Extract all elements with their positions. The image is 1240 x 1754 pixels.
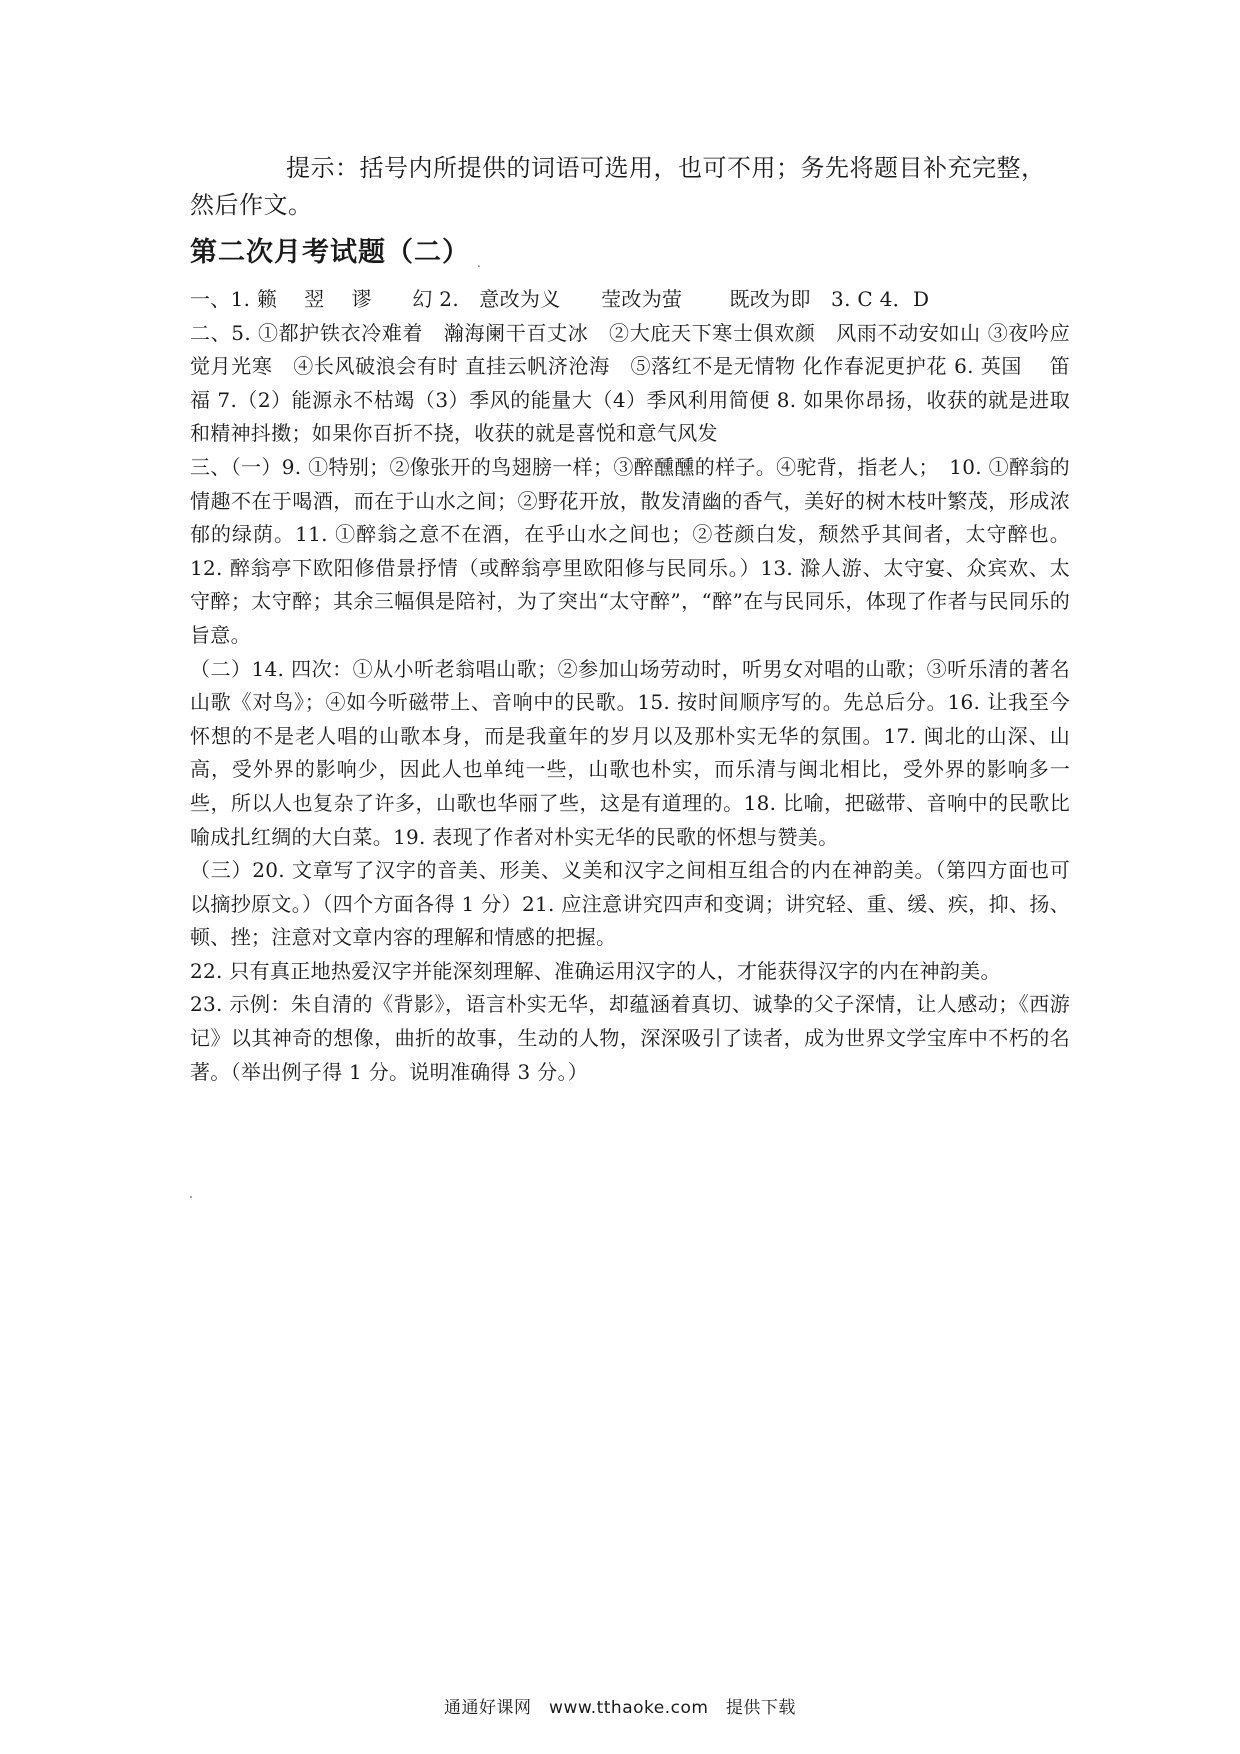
- page-footer: 通通好课网 www.tthaoke.com 提供下载: [444, 1698, 796, 1718]
- answer-paragraph-1: 一、1. 籁 翌 谬 幻 2. 意改为义 莹改为萤 既改为即 3. C 4．D: [190, 287, 930, 311]
- answer-paragraph-5: （三）20. 文章写了汉字的音美、形美、义美和汉字之间相互组合的内在神韵美。（第四方面也可以摘抄原文。）（四个方面各得 1 分）21. 应注意讲究四声和变调；讲究轻、重、缓、疾，抑、扬、顿、挫；注意对文章内容的理解和情感的把握。: [190, 858, 1070, 950]
- answer-paragraph-6: 22. 只有真正地热爱汉字并能深刻理解、准确运用汉字的人，才能获得汉字的内在神韵美。: [190, 958, 1001, 983]
- title-mark: .: [477, 256, 481, 270]
- answer-paragraph-2: 二、5. ①都护铁衣冷难着 瀚海阑干百丈冰 ②大庇天下寒士俱欢颜 风雨不动安如山 ③夜吟应觉月光寒 ④长风破浪会有时 直挂云帆济沧海 ⑤落红不是无情物 化作春泥更护花 6. 英国 笛福 7.（2）能源永不枯竭（3）季风的能量大（4）季风利用简便 8. 如果你昂扬，收获的就是进取和精神抖擞；如果你百折不挠，收获的就是喜悦和意气风发: [190, 320, 1070, 446]
- answer-key: [190, 283, 1070, 1089]
- section-title: 第二次月考试题（二）: [190, 237, 470, 268]
- hint-line-2: 然后作文。: [190, 191, 313, 219]
- scan-speck: [190, 1196, 192, 1198]
- hint-line-1: 提示：括号内所提供的词语可选用，也可不用；务先将题目补充完整，: [286, 154, 1046, 182]
- answer-paragraph-7: 23. 示例：朱自清的《背影》，语言朴实无华，却蕴涵着真切、诚挚的父子深情，让人感动；《西游记》以其神奇的想像，曲折的故事，生动的人物，深深吸引了读者，成为世界文学宝库中不朽的名著。（举出例子得 1 分。说明准确得 3 分。）: [190, 992, 1070, 1084]
- answer-paragraph-3: 三、（一）9. ①特别；②像张开的鸟翅膀一样；③醉醺醺的样子。④驼背，指老人； 10. ①醉翁的情趣不在于喝酒，而在于山水之间；②野花开放，散发清幽的香气，美好的树木枝叶繁茂，形成浓郁的绿荫。11. ①醉翁之意不在酒，在乎山水之间也；②苍颜白发，颓然乎其间者，太守醉也。12. 醉翁亭下欧阳修借景抒情（或醉翁亭里欧阳修与民同乐。）13. 滁人游、太守宴、众宾欢、太守醉；太守醉；其余三幅俱是陪衬，为了突出“太守醉”，“醉”在与民同乐，体现了作者与民同乐的旨意。: [190, 454, 1070, 647]
- composition-hint: [190, 150, 1070, 224]
- answer-paragraph-4: （二）14. 四次：①从小听老翁唱山歌；②参加山场劳动时，听男女对唱的山歌；③听乐清的著名山歌《对鸟》；④如今听磁带上、音响中的民歌。15. 按时间顺序写的。先总后分。16. 让我至今怀想的不是老人唱的山歌本身，而是我童年的岁月以及那朴实无华的氛围。17. 闽北的山深、山高，受外界的影响少，因此人也单纯一些，山歌也朴实，而乐清与闽北相比，受外界的影响多一些，所以人也复杂了许多，山歌也华丽了些，这是有道理的。18. 比喻，把磁带、音响中的民歌比喻成扎红绸的大白菜。19. 表现了作者对朴实无华的民歌的怀想与赞美。: [190, 656, 1070, 849]
